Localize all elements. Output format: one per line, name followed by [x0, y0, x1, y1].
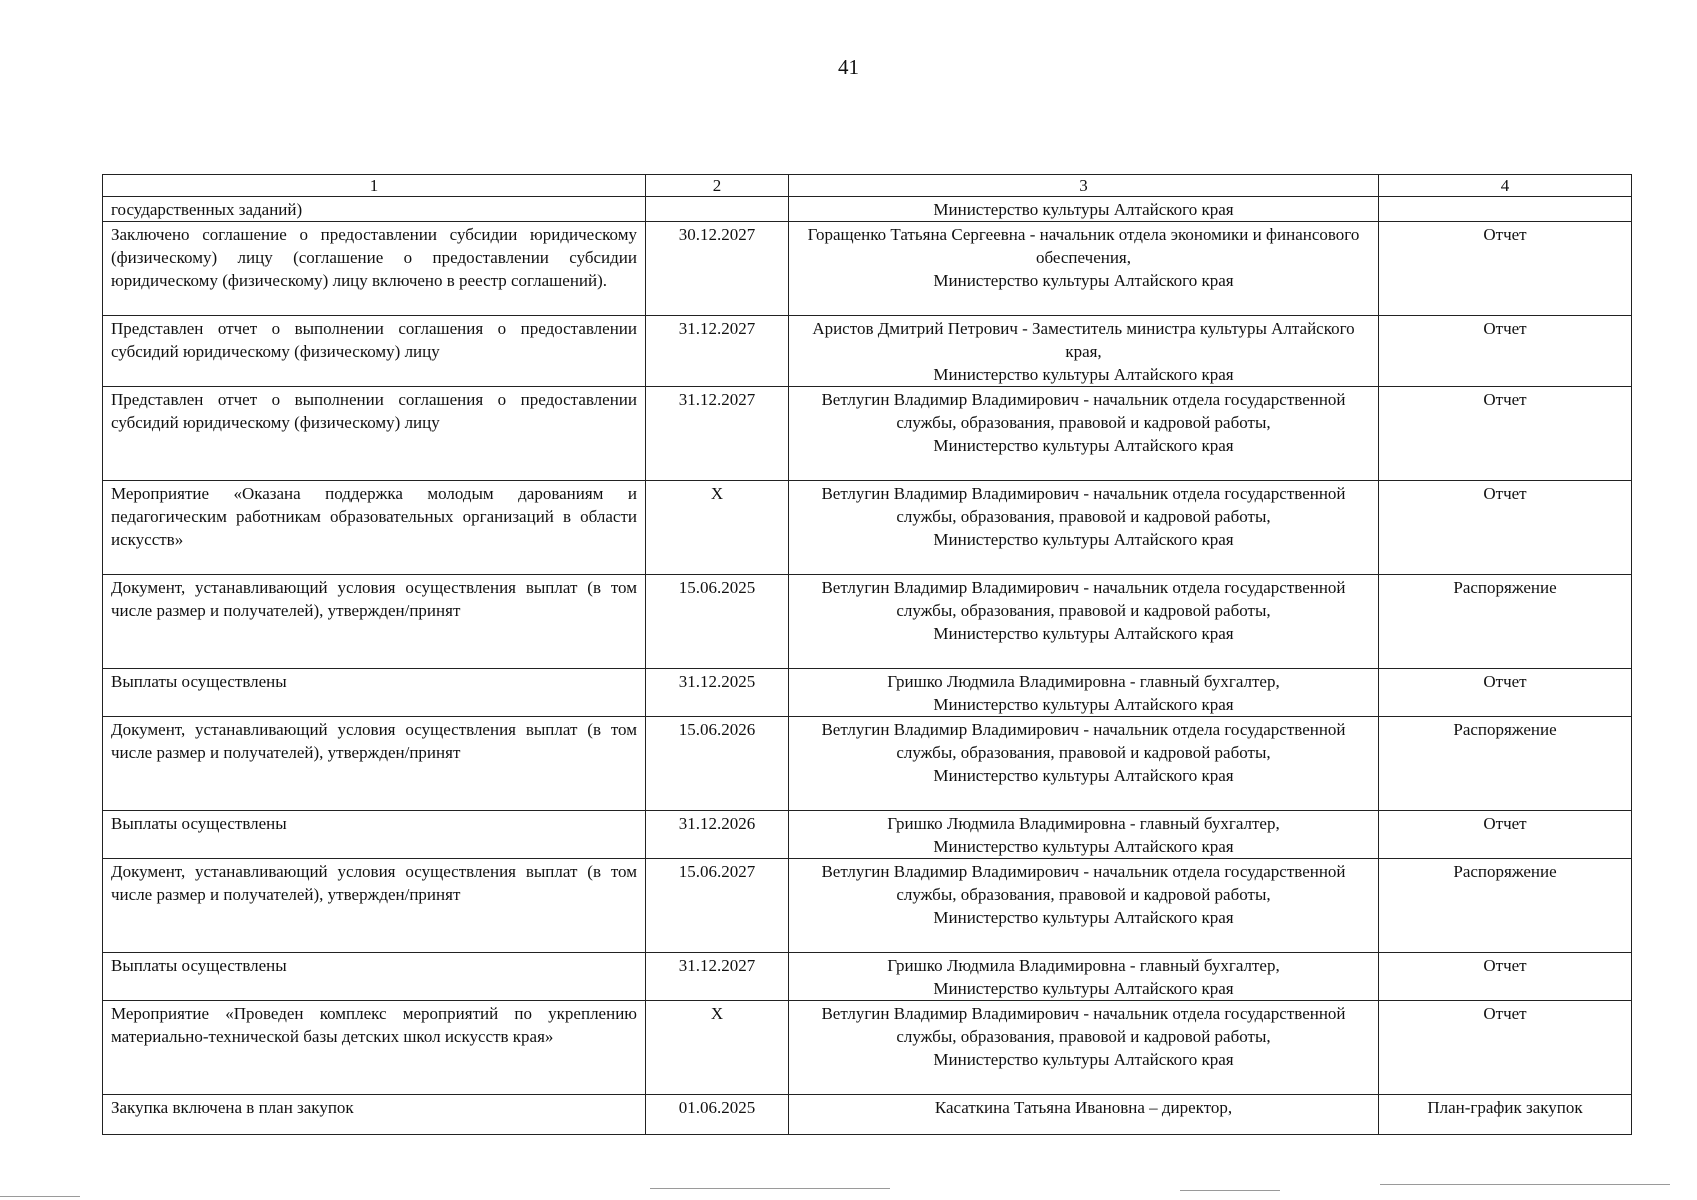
responsible-person: Ветлугин Владимир Владимирович - начальник отдела государственной службы, образования, правовой и кадровой работы,	[821, 578, 1346, 620]
cell-responsible	[789, 316, 1379, 387]
table-row	[103, 669, 1632, 717]
table-header	[103, 175, 1632, 197]
cell-responsible	[789, 1095, 1379, 1135]
cell-deadline: 31.12.2027	[646, 953, 789, 1001]
table-row	[103, 222, 1632, 316]
cell-document-type: Отчет	[1379, 811, 1632, 859]
scan-artifact-line	[650, 1188, 890, 1189]
cell-event-description: Выплаты осуществлены	[103, 811, 646, 859]
cell-event-description: Мероприятие «Оказана поддержка молодым дарованиям и педагогическим работникам образовательных организаций в области искусств»	[103, 481, 646, 575]
cell-deadline: X	[646, 1001, 789, 1095]
cell-document-type: Распоряжение	[1379, 859, 1632, 953]
cell-event-description: Представлен отчет о выполнении соглашения о предоставлении субсидий юридическому (физическому) лицу	[103, 316, 646, 387]
cell-deadline: X	[646, 481, 789, 575]
responsible-organization: Касаткина Татьяна Ивановна – директор,	[934, 1098, 1233, 1117]
cell-responsible	[789, 669, 1379, 717]
cell-deadline	[646, 197, 789, 222]
responsible-organization: Министерство культуры Алтайского края	[933, 979, 1234, 998]
table-row	[103, 481, 1632, 575]
cell-document-type: Отчет	[1379, 1001, 1632, 1095]
cell-deadline: 31.12.2026	[646, 811, 789, 859]
cell-document-type: Распоряжение	[1379, 575, 1632, 669]
table-row	[103, 859, 1632, 953]
responsible-organization: Министерство культуры Алтайского края	[933, 365, 1234, 384]
table-row	[103, 1001, 1632, 1095]
cell-deadline: 31.12.2027	[646, 387, 789, 481]
responsible-organization: Министерство культуры Алтайского края	[933, 624, 1234, 643]
scan-artifact-line	[1180, 1190, 1280, 1191]
cell-responsible	[789, 481, 1379, 575]
table-row	[103, 387, 1632, 481]
responsible-person: Гришко Людмила Владимировна - главный бухгалтер,	[887, 814, 1280, 833]
responsible-person: Гришко Людмила Владимировна - главный бухгалтер,	[887, 672, 1280, 691]
cell-event-description: Выплаты осуществлены	[103, 953, 646, 1001]
cell-responsible	[789, 222, 1379, 316]
cell-document-type: Распоряжение	[1379, 717, 1632, 811]
cell-document-type: Отчет	[1379, 953, 1632, 1001]
cell-responsible	[789, 1001, 1379, 1095]
cell-deadline: 15.06.2027	[646, 859, 789, 953]
table-row	[103, 575, 1632, 669]
cell-event-description: государственных заданий)	[103, 197, 646, 222]
cell-event-description: Закупка включена в план закупок	[103, 1095, 646, 1135]
scan-artifact-line	[1380, 1184, 1670, 1185]
table-row	[103, 316, 1632, 387]
responsible-person: Ветлугин Владимир Владимирович - начальник отдела государственной службы, образования, правовой и кадровой работы,	[821, 484, 1346, 526]
responsible-organization: Министерство культуры Алтайского края	[933, 908, 1234, 927]
table-row	[103, 1095, 1632, 1135]
cell-deadline: 15.06.2026	[646, 717, 789, 811]
responsible-person: Ветлугин Владимир Владимирович - начальник отдела государственной службы, образования, правовой и кадровой работы,	[821, 720, 1346, 762]
table-body	[103, 197, 1632, 1135]
cell-responsible	[789, 717, 1379, 811]
cell-event-description: Документ, устанавливающий условия осуществления выплат (в том числе размер и получателей), утвержден/принят	[103, 717, 646, 811]
responsible-organization: Министерство культуры Алтайского края	[933, 200, 1234, 219]
responsible-person: Ветлугин Владимир Владимирович - начальник отдела государственной службы, образования, правовой и кадровой работы,	[821, 862, 1346, 904]
cell-event-description: Документ, устанавливающий условия осуществления выплат (в том числе размер и получателей), утвержден/принят	[103, 859, 646, 953]
cell-event-description: Выплаты осуществлены	[103, 669, 646, 717]
cell-deadline: 15.06.2025	[646, 575, 789, 669]
cell-document-type: Отчет	[1379, 481, 1632, 575]
column-header-2: 2	[646, 175, 789, 197]
cell-responsible	[789, 859, 1379, 953]
responsible-person: Аристов Дмитрий Петрович - Заместитель министра культуры Алтайского края,	[812, 319, 1355, 361]
table-row	[103, 717, 1632, 811]
header-row	[103, 175, 1632, 197]
responsible-organization: Министерство культуры Алтайского края	[933, 695, 1234, 714]
activities-table	[102, 174, 1632, 1135]
cell-document-type: Отчет	[1379, 669, 1632, 717]
responsible-person: Гришко Людмила Владимировна - главный бухгалтер,	[887, 956, 1280, 975]
responsible-organization: Министерство культуры Алтайского края	[933, 766, 1234, 785]
table-row	[103, 953, 1632, 1001]
column-header-1: 1	[103, 175, 646, 197]
responsible-organization: Министерство культуры Алтайского края	[933, 530, 1234, 549]
cell-responsible	[789, 953, 1379, 1001]
responsible-person: Горащенко Татьяна Сергеевна - начальник отдела экономики и финансового обеспечения,	[807, 225, 1360, 267]
table-row	[103, 811, 1632, 859]
cell-deadline: 31.12.2027	[646, 316, 789, 387]
cell-document-type: Отчет	[1379, 387, 1632, 481]
responsible-organization: Министерство культуры Алтайского края	[933, 271, 1234, 290]
page-number: 41	[838, 55, 859, 79]
table-row	[103, 197, 1632, 222]
responsible-organization: Министерство культуры Алтайского края	[933, 1050, 1234, 1069]
cell-responsible	[789, 575, 1379, 669]
cell-deadline: 30.12.2027	[646, 222, 789, 316]
cell-document-type	[1379, 197, 1632, 222]
responsible-person: Ветлугин Владимир Владимирович - начальник отдела государственной службы, образования, правовой и кадровой работы,	[821, 1004, 1346, 1046]
cell-document-type: Отчет	[1379, 222, 1632, 316]
responsible-organization: Министерство культуры Алтайского края	[933, 837, 1234, 856]
cell-deadline: 01.06.2025	[646, 1095, 789, 1135]
cell-responsible	[789, 387, 1379, 481]
cell-responsible	[789, 811, 1379, 859]
scan-artifact-line	[0, 1196, 80, 1197]
cell-document-type: Отчет	[1379, 316, 1632, 387]
cell-event-description: Документ, устанавливающий условия осуществления выплат (в том числе размер и получателей), утвержден/принят	[103, 575, 646, 669]
responsible-organization: Министерство культуры Алтайского края	[933, 436, 1234, 455]
cell-document-type: План-график закупок	[1379, 1095, 1632, 1135]
responsible-person: Ветлугин Владимир Владимирович - начальник отдела государственной службы, образования, правовой и кадровой работы,	[821, 390, 1346, 432]
cell-deadline: 31.12.2025	[646, 669, 789, 717]
cell-event-description: Заключено соглашение о предоставлении субсидии юридическому (физическому) лицу (соглашение о предоставлении субсидии юридическому (физическому) лицу включено в реестр соглашений).	[103, 222, 646, 316]
cell-event-description: Представлен отчет о выполнении соглашения о предоставлении субсидий юридическому (физическому) лицу	[103, 387, 646, 481]
column-header-3: 3	[789, 175, 1379, 197]
cell-responsible	[789, 197, 1379, 222]
column-header-4: 4	[1379, 175, 1632, 197]
cell-event-description: Мероприятие «Проведен комплекс мероприятий по укреплению материально-технической базы детских школ искусств края»	[103, 1001, 646, 1095]
